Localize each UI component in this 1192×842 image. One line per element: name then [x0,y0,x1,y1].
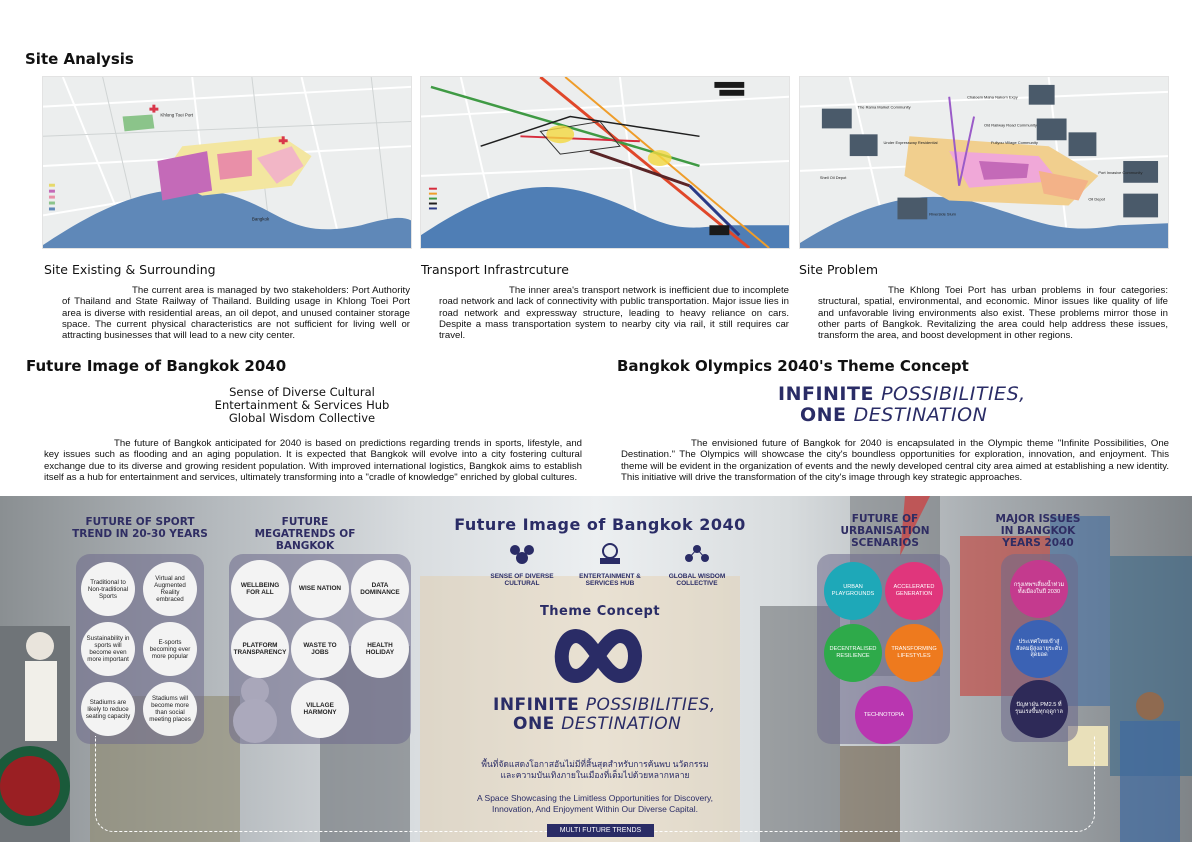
transport-caption: Transport Infrastrcuture [421,262,569,277]
poster-center-title: Future Image of Bangkok 2040 [454,515,746,534]
culture-icon [507,542,537,568]
megatrends-title: FUTURE MEGATRENDS OF BANGKOK [254,516,356,552]
map3-label-riverside: Riverside Slum [929,211,956,217]
existing-caption: Site Existing & Surrounding [44,262,216,277]
slogan-possibilities: POSSIBILITIES, [881,383,1026,405]
sport-trend-item: E-sports becoming ever more popular [143,622,197,676]
sport-trend-item: Stadiums are likely to reduce seating capacity [81,682,135,736]
transport-text: The inner area's transport network is inefficient due to incomplete road network and lack of connectivity with public transportation. Major issue lies in road network and expressway structure, leading to heavy reliance on cars. Despite a mass transportation system to nearby city via rail, it still requires car travel. [439,285,789,342]
slogan-infinite: INFINITE [778,383,874,405]
map3-label-rama: The Rama Market Community [857,104,911,110]
map3-label-railway: Old Railway Road Community [984,122,1037,128]
megatrend-item: WELLBEING FOR ALL [231,560,289,618]
center-icon-label: ENTERTAINMENT & SERVICES HUB [579,573,641,587]
slogan-one: ONE [800,404,847,426]
map1-label-port: Khlong Toei Port [160,112,194,118]
multi-future-trends-tab: MULTI FUTURE TRENDS [547,824,654,837]
center-icon-label: SENSE OF DIVERSE CULTURAL [490,573,554,587]
poster-slogan-destination: DESTINATION [561,714,682,734]
problem-caption: Site Problem [799,262,879,277]
urbanisation-scenario: DECENTRALISED RESILIENCE [824,624,882,682]
poster-slogan-infinite: INFINITE [493,695,580,715]
center-icons-row [487,542,737,592]
poster-slogan [493,696,716,734]
urbanisation-scenario: URBAN PLAYGROUNDS [824,562,882,620]
transport-map [420,76,790,249]
urbanisation-title: FUTURE OF URBANISATION SCENARIOS [840,513,930,549]
english-line-2: Innovation, And Enjoyment Within Our Diverse Capital. [492,804,698,814]
theme-slogan [778,384,1026,426]
megatrend-item: PLATFORM TRANSPARENCY [231,620,289,678]
poster-theme-label: Theme Concept [539,604,661,619]
sport-trend-title: FUTURE OF SPORT TREND IN 20-30 YEARS [72,516,208,540]
map3-label-fullyou: Fullyou Village Community [990,140,1038,146]
urbanisation-scenario: ACCELERATED GENERATION [885,562,943,620]
thai-line-2: และความบันเทิงภายในเมืองที่เต็มไปด้วยหลากหลาย [500,770,690,780]
center-icon-culture [487,542,557,587]
major-issue: ประเทศไทยเข้าสู่สังคมผู้สูงอายุระดับสุดยอด [1010,620,1068,678]
center-icon-entertainment [575,542,645,587]
sport-trend-item: Sustainability in sports will become even more important [81,622,135,676]
sport-trend-item: Stadiums will become more than social meeting places [143,682,197,736]
map3-label-shell: Shell Oil Depot [819,174,847,180]
issues-title: MAJOR ISSUES IN BANGKOK YEARS 2040 [995,513,1081,549]
pillar-3: Global Wisdom Collective [228,411,376,425]
map3-label-under-expressway: Under Expressway Residential [883,140,938,146]
future-image-text: The future of Bangkok anticipated for 2040 is based on predictions regarding trends in sports, lifestyle, and key issues such as flooding and an aging population. It is expected that Bangkok will evolve into a city fostering cultural exchange due to its diverse and growing resident population. With improved international logistics, Bangkok aims to establish itself as a hub for entertainment and services, ultimately transforming into a "cradle of knowledge" enriched by global cultures. [44,438,582,483]
megatrend-item: VILLAGE HARMONY [291,680,349,738]
megatrend-item: WASTE TO JOBS [291,620,349,678]
dashed-frame [95,736,1095,832]
center-icon-wisdom [657,542,737,587]
theme-concept-text: The envisioned future of Bangkok for 2040 is encapsulated in the Olympic theme "Infinite Possibilities, One Destination." The Olympics will showcase the city's boundless opportunities for exploration, innovation, and enjoyment. This theme will be evident in the organization of events and the newly developed central city area aimed at establishing a new identity. This initiative will drive the transformation of the city's image through key strategic approaches. [621,438,1169,483]
sport-trend-item: Traditional to Non-traditional Sports [81,562,135,616]
future-image-title: Future Image of Bangkok 2040 [26,357,287,375]
megatrend-item: WISE NATION [291,560,349,618]
megatrend-item: DATA DOMINANCE [351,560,409,618]
major-issue: กรุงเทพฯเสี่ยงน้ำท่วมทั้งเมืองในปี 2030 [1010,560,1068,618]
entertainment-icon [595,542,625,568]
poster-slogan-one: ONE [513,714,555,734]
center-icon-label: GLOBAL WISDOM COLLECTIVE [668,573,726,587]
thai-line-1: พื้นที่จัดแสดงโอกาสอันไม่มีที่สิ้นสุดสำหรับการค้นพบ นวัตกรรม [481,759,709,769]
poster-collage [0,496,1192,842]
pillar-2: Entertainment & Services Hub [214,398,390,412]
sport-trend-item: Virtual and Augmented Reality embraced [143,562,197,616]
wisdom-icon [682,542,712,568]
urbanisation-scenario: TRANSFORMING LIFESTYLES [885,624,943,682]
site-existing-map [42,76,412,249]
major-issue: ปัญหาฝุ่น PM2.5 ที่รุนแรงขึ้นทุกฤดูกาล [1010,680,1068,738]
megatrend-item: HEALTH HOLIDAY [351,620,409,678]
map3-label-expy: Chaloem Maha Nakorn Expy [967,94,1018,100]
site-problem-map [799,76,1169,249]
slogan-destination: DESTINATION [853,404,988,426]
map3-label-oil-depot: Oil Depot [1088,196,1105,202]
site-analysis-title: Site Analysis [25,50,134,68]
urbanisation-scenario: TECHNOTOPIA [855,686,913,744]
theme-concept-title: Bangkok Olympics 2040's Theme Concept [617,357,969,375]
future-image-pillars [180,386,424,425]
map3-label-port-invasive: Port Invasive Community [1098,169,1143,175]
pillar-1: Sense of Diverse Cultural [229,385,375,399]
problem-text: The Khlong Toei Port has urban problems in four categories: structural, spatial, environmental, and economic. Minor issues like quality of life and unfavorable living environments also exist. These problems mirror those in other parts of Bangkok. Revitalizing the area could help address these issues, transform the area, and boost development in other regions. [818,285,1168,342]
map1-label-bangkok: Bangkok [251,216,270,222]
poster-slogan-possibilities: POSSIBILITIES, [585,695,716,715]
existing-text: The current area is managed by two stakeholders: Port Authority of Thailand and State Railway of Thailand. Building usage in Khlong Toei Port area is diverse with residential areas, an oil depot, and unused container storage space. The current physical characteristics are not sufficient for living well or attracting businesses that will lead to a new city center. [62,285,410,342]
english-line-1: A Space Showcasing the Limitless Opportunities for Discovery, [476,793,714,803]
infinity-logo-icon [548,626,648,686]
